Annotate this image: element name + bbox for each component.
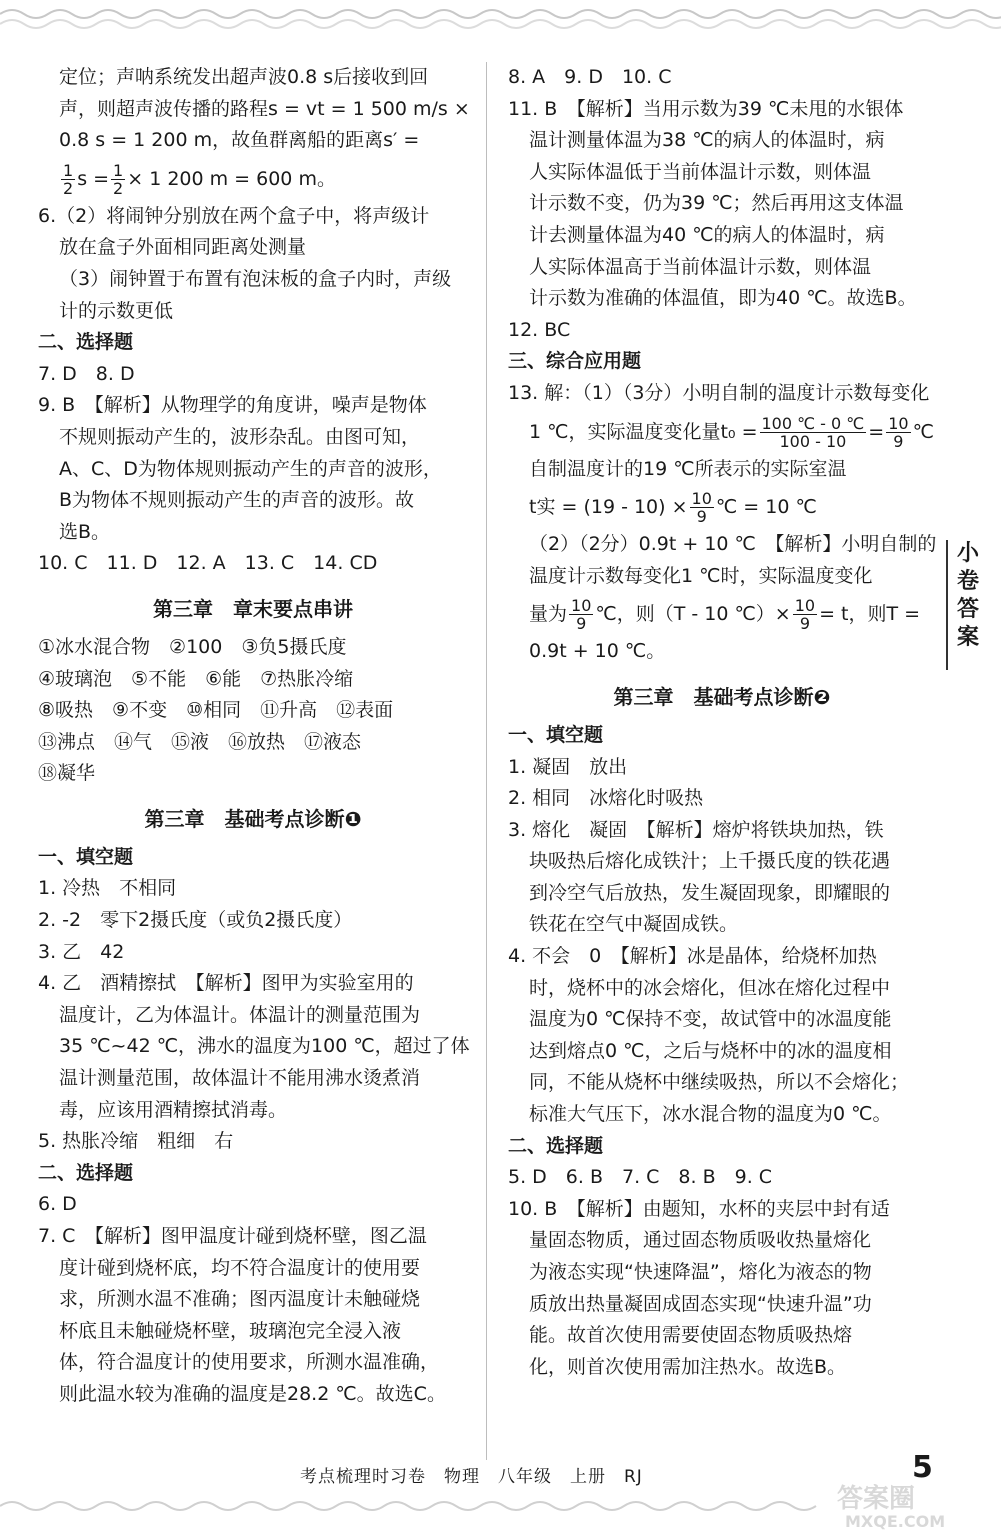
answer-line: 温计测量范围，故体温计不能用沸水烫煮消: [59, 1067, 421, 1090]
answer-line: B为物体不规则振动产生的声音的波形。故: [59, 489, 415, 512]
top-wave-border: [0, 0, 1001, 40]
answer-line: 铁花在空气中凝固成铁。: [529, 913, 739, 936]
fraction-numerator: 1: [113, 160, 124, 180]
answer-line: ⑱凝华: [38, 762, 96, 785]
answer-line: 人实际体温高于当前体温计示数，则体温: [529, 255, 872, 278]
answer-line: 量固态物质，通过固态物质吸收热量熔化: [529, 1229, 872, 1252]
answer-line: 5. 热胀冷缩 粗细 右: [38, 1130, 234, 1153]
svg-text:答案圈: 答案圈: [837, 1484, 916, 1514]
answer-line: 9. B 【解析】从物理学的角度讲，噪声是物体: [38, 394, 427, 417]
fraction-denominator: 9: [799, 614, 810, 634]
answer-line: 则此温水较为准确的温度是28.2 ℃。故选C。: [59, 1382, 446, 1405]
answer-line: 35 ℃~42 ℃，沸水的温度为100 ℃，超过了体: [59, 1035, 470, 1058]
answer-line: 放在盒子外面相同距离处测量: [59, 236, 307, 259]
fraction: [886, 415, 910, 450]
fraction: [793, 597, 817, 632]
answer-line: 计示数不变，仍为39 ℃；然后再用这支体温: [529, 192, 904, 215]
chapter-heading: 第三章 基础考点诊断❶: [144, 806, 362, 831]
answer-line: 质放出热量凝固成固态实现“快速升温”功: [529, 1292, 872, 1315]
page-number: 5: [912, 1450, 933, 1485]
fraction: [569, 597, 593, 632]
answer-line: 10. B 【解析】由题知，水杯的夹层中封有适: [508, 1197, 890, 1220]
formula-text: s =: [77, 167, 110, 190]
answer-line: A、C、D为物体规则振动产生的声音的波形，: [59, 457, 442, 480]
answer-line: 4. 乙 酒精擦拭 【解析】图甲为实验室用的: [38, 972, 414, 995]
answer-line: 2. -2 零下2摄氏度（或负2摄氏度）: [38, 909, 353, 932]
answer-line: ①冰水混合物 ②100 ③负5摄氏度: [38, 635, 347, 658]
answer-line: 1. 冷热 不相同: [38, 877, 177, 900]
fraction-numerator: 1: [63, 160, 74, 180]
answer-line: 计的示数更低: [59, 299, 174, 322]
fraction-numerator: 10: [888, 413, 909, 433]
formula-text: （2）（2分）0.9t + 10 ℃ 【解析】小明自制的: [529, 533, 937, 556]
answer-line: 声，则超声波传播的路程s = vt = 1 500 m/s ×: [59, 97, 470, 120]
side-tab-char: 答: [956, 597, 979, 622]
answer-line: 4. 不会 0 【解析】冰是晶体，给烧杯加热: [508, 945, 877, 968]
answer-line: 5. D 6. B 7. C 8. B 9. C: [508, 1166, 773, 1189]
answer-line: 毒，应该用酒精擦拭消毒。: [59, 1098, 288, 1121]
formula-text: 量为: [529, 603, 568, 626]
answer-line: 6. D: [38, 1193, 77, 1216]
answer-line: 到冷空气后放热，发生凝固现象，即耀眼的: [529, 881, 891, 904]
formula-text: 1 ℃，实际温度变化量t₀ =: [529, 420, 758, 443]
fraction-denominator: 9: [893, 431, 904, 451]
answer-line: 12. BC: [508, 318, 571, 341]
answer-line: 块吸热后熔化成铁汁；上千摄氏度的铁花遇: [529, 850, 891, 873]
answer-line: 3. 乙 42: [38, 940, 125, 963]
formula-text: = t，则T =: [819, 603, 921, 626]
answer-line: 选B。: [59, 520, 111, 543]
fraction-numerator: 10: [571, 596, 592, 616]
answer-line: 13. 解：（1）（3分）小明自制的温度计示数每变化: [508, 381, 930, 404]
formula-line: [508, 592, 936, 636]
answer-line: ⑧吸热 ⑨不变 ⑩相同 ⑪升高 ⑫表面: [38, 699, 394, 722]
fraction: [690, 490, 714, 525]
answer-line: 0.8 s = 1 200 m，故鱼群离船的距离s′ =: [59, 129, 420, 152]
fraction-denominator: 2: [63, 178, 74, 198]
side-tab-char: 小: [956, 541, 979, 566]
fraction-numerator: 10: [691, 489, 712, 509]
answer-line: 能。故首次使用需要使固态物质吸热熔: [529, 1324, 853, 1347]
answer-line: 温计测量体温为38 ℃的病人的体温时，病: [529, 129, 885, 152]
formula-line: [38, 157, 468, 201]
side-tab-char: 卷: [956, 569, 979, 594]
answer-line: 时，烧杯中的冰会熔化，但冰在熔化过程中: [529, 976, 891, 999]
section-heading: 三、综合应用题: [508, 350, 642, 373]
answer-line: 为液态实现“快速降温”，熔化为液态的物: [529, 1261, 872, 1283]
answer-line: 7. C 【解析】图甲温度计碰到烧杯壁，图乙温: [38, 1225, 427, 1247]
side-tab-char: 案: [956, 625, 979, 650]
side-tab: [946, 540, 988, 670]
answer-line: 3. 熔化 凝固 【解析】熔炉将铁块加热，铁: [508, 818, 884, 841]
answer-line: 11. B 【解析】当用示数为39 ℃未甩的水银体: [508, 97, 904, 120]
answer-line: 不规则振动产生的，波形杂乱。由图可知，: [59, 425, 421, 448]
formula-text: ℃，则（T - 10 ℃）×: [595, 603, 791, 626]
formula-text: × 1 200 m = 600 m。: [127, 167, 336, 190]
fraction: [61, 162, 75, 197]
answer-line: 1. 凝固 放出: [508, 755, 628, 778]
formula-text: t实 = (19 - 10) ×: [529, 496, 688, 519]
chapter-heading: 第三章 章末要点串讲: [153, 596, 353, 621]
page-footer: 考点梳理时习卷 物理 八年级 上册 RJ: [300, 1467, 643, 1487]
left-column: [38, 62, 468, 1411]
column-divider: [486, 62, 487, 1460]
fraction-denominator: 9: [576, 614, 587, 634]
answer-line: 体，符合温度计的使用要求，所测水温准确，: [59, 1351, 440, 1374]
answer-line: 8. A 9. D 10. C: [508, 66, 672, 88]
answer-line: 杯底且未触碰烧杯壁，玻璃泡完全浸入液: [59, 1319, 402, 1342]
answer-line: 化，则首次使用需加注热水。故选B。: [529, 1355, 847, 1378]
formula-text: ℃ = 10 ℃: [715, 496, 817, 519]
right-column: [508, 62, 936, 1383]
section-heading: 二、选择题: [508, 1134, 604, 1157]
answer-line: 6.（2）将闹钟分别放在两个盒子中，将声级计: [38, 204, 430, 227]
formula-text: ℃: [912, 420, 934, 443]
section-heading: 一、填空题: [508, 723, 604, 746]
section-heading: 二、选择题: [38, 1161, 134, 1184]
formula-line: [508, 529, 936, 561]
section-heading: 一、填空题: [38, 845, 134, 868]
fraction: [111, 162, 125, 197]
answer-line: 温度计，乙为体温计。体温计的测量范围为: [59, 1003, 421, 1026]
svg-text:MXQE.COM: MXQE.COM: [845, 1512, 946, 1530]
section-heading: 二、选择题: [38, 331, 134, 354]
answer-line: ④玻璃泡 ⑤不能 ⑥能 ⑦热胀冷缩: [38, 667, 354, 690]
fraction-numerator: 100 ℃ - 0 ℃: [761, 413, 865, 433]
answer-line: 求，所测水温不准确；图丙温度计未触碰烧: [59, 1288, 421, 1311]
answer-line: （3）闹钟置于布置有泡沫板的盒子内时，声级: [59, 267, 452, 290]
fraction: [760, 415, 867, 450]
formula-line: [508, 485, 936, 529]
answer-line: ⑬沸点 ⑭气 ⑮液 ⑯放热 ⑰液态: [38, 730, 362, 753]
answer-line: 0.9t + 10 ℃。: [529, 640, 666, 663]
answer-line: 10. C 11. D 12. A 13. C 14. CD: [38, 552, 378, 575]
answer-line: 计示数为准确的体温值，即为40 ℃。故选B。: [529, 287, 917, 310]
answer-line: 温度为0 ℃保持不变，故试管中的冰温度能: [529, 1008, 892, 1031]
answer-line: 度计碰到烧杯底，均不符合温度计的使用要: [59, 1256, 421, 1279]
answer-line: 温度计示数每变化1 ℃时，实际温度变化: [529, 564, 873, 587]
answer-line: 2. 相同 冰熔化时吸热: [508, 787, 704, 810]
watermark-logo: [835, 1475, 985, 1530]
fraction-numerator: 10: [794, 596, 816, 616]
fraction-denominator: 9: [696, 507, 707, 527]
formula-text: =: [868, 420, 885, 443]
answer-line: 计去测量体温为40 ℃的病人的体温时，病: [529, 223, 885, 246]
fraction-denominator: 100 - 10: [779, 431, 847, 451]
answer-line: 定位；声呐系统发出超声波0.8 s后接收到回: [59, 66, 429, 88]
chapter-heading: 第三章 基础考点诊断❷: [613, 684, 831, 709]
answer-line: 自制温度计的19 ℃所表示的实际室温: [529, 457, 847, 480]
answer-line: 7. D 8. D: [38, 362, 135, 385]
answer-line: 同，不能从烧杯中继续吸热，所以不会熔化；: [529, 1071, 910, 1094]
answer-line: 标准大气压下，冰水混合物的温度为0 ℃。: [529, 1103, 892, 1126]
answer-line: 达到熔点0 ℃，之后与烧杯中的冰的温度相: [529, 1039, 892, 1062]
fraction-denominator: 2: [113, 178, 124, 198]
answer-line: 人实际体温低于当前体温计示数，则体温: [529, 160, 872, 183]
formula-line: [508, 410, 936, 454]
